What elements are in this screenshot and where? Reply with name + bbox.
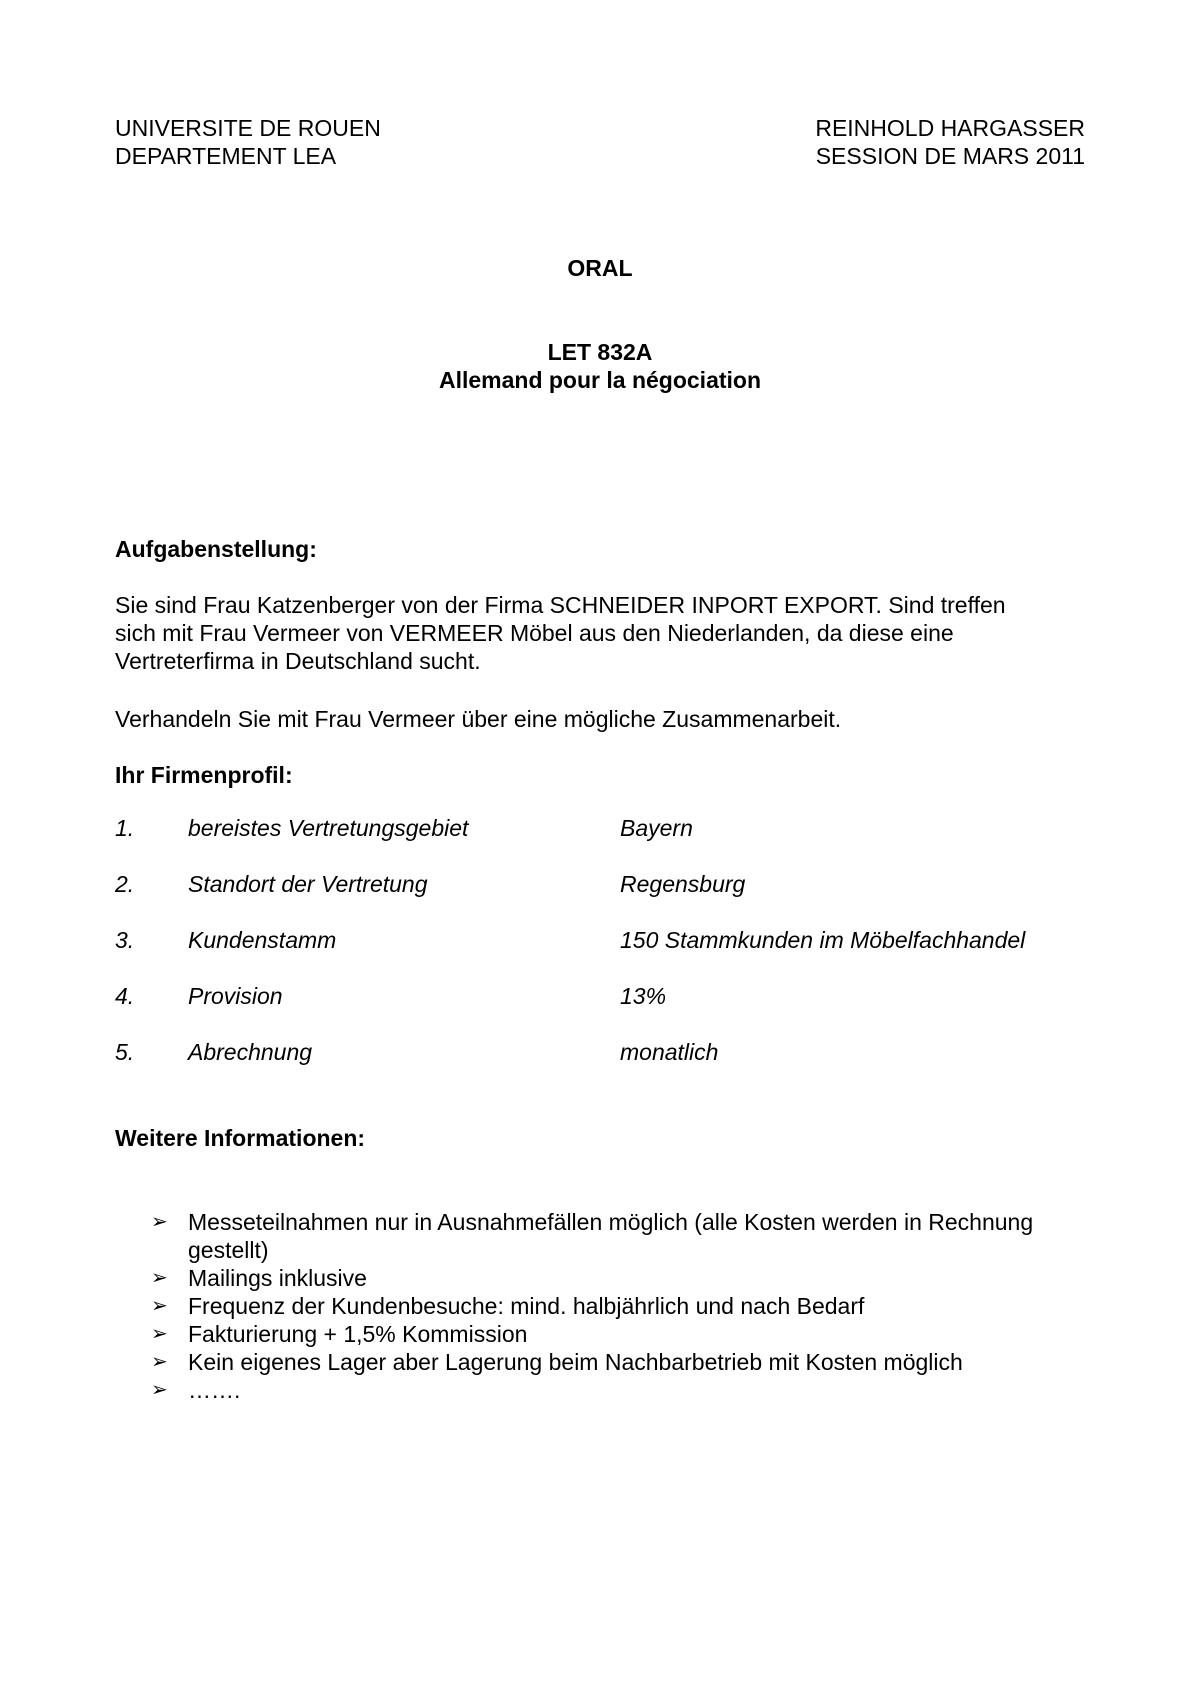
- department-name: DEPARTEMENT LEA: [115, 143, 337, 169]
- session-name: SESSION DE MARS 2011: [815, 143, 1085, 169]
- list-item: [115, 1208, 1085, 1264]
- list-item-text: Kein eigenes Lager aber Lagerung beim Nachbarbetrieb mit Kosten möglich: [188, 1349, 963, 1375]
- arrow-bullet-icon: ➢: [151, 1295, 168, 1317]
- list-item: [115, 1264, 1085, 1292]
- profile-item: [115, 870, 1085, 898]
- task-paragraph-2: Verhandeln Sie mit Frau Vermeer über eine mögliche Zusammenarbeit.: [115, 706, 842, 732]
- more-info-list: [115, 1208, 1085, 1404]
- profile-item-value: 150 Stammkunden im Möbelfachhandel: [620, 927, 1026, 953]
- task-paragraph-1-line-2: sich mit Frau Vermeer von VERMEER Möbel aus den Niederlanden, da diese eine: [115, 620, 954, 646]
- list-item: [115, 1376, 1085, 1404]
- profile-item-value: Regensburg: [620, 871, 746, 897]
- profile-item-number: 4.: [115, 983, 135, 1009]
- author-name: REINHOLD HARGASSER: [815, 115, 1085, 141]
- profile-item-label: Kundenstamm: [188, 927, 337, 953]
- list-item-text: …….: [188, 1377, 241, 1403]
- profile-item: [115, 926, 1085, 954]
- profile-item-label: Standort der Vertretung: [188, 871, 428, 897]
- profile-item-number: 1.: [115, 815, 135, 841]
- list-item: [115, 1320, 1085, 1348]
- list-item-line-2: gestellt): [188, 1237, 269, 1263]
- list-item-text: Frequenz der Kundenbesuche: mind. halbjährlich und nach Bedarf: [188, 1293, 865, 1319]
- profile-heading: Ihr Firmenprofil:: [115, 762, 293, 788]
- profile-item-label: Provision: [188, 983, 283, 1009]
- profile-item-value: Bayern: [620, 815, 693, 841]
- task-paragraph-1-line-3: Vertreterfirma in Deutschland sucht.: [115, 648, 481, 674]
- course-name: Allemand pour la négociation: [438, 367, 762, 393]
- arrow-bullet-icon: ➢: [151, 1267, 168, 1289]
- arrow-bullet-icon: ➢: [151, 1351, 168, 1373]
- profile-item-number: 5.: [115, 1039, 135, 1065]
- profile-list: [115, 814, 1085, 1094]
- profile-item-value: 13%: [620, 983, 667, 1009]
- profile-item: [115, 982, 1085, 1010]
- task-paragraph-1-line-1: Sie sind Frau Katzenberger von der Firma SCHNEIDER INPORT EXPORT. Sind treffen: [115, 592, 1006, 618]
- profile-item-label: Abrechnung: [188, 1039, 313, 1065]
- profile-item-label: bereistes Vertretungsgebiet: [188, 815, 469, 841]
- list-item-text: Mailings inklusive: [188, 1265, 367, 1291]
- page-title: ORAL: [567, 255, 633, 281]
- arrow-bullet-icon: ➢: [151, 1211, 168, 1233]
- list-item: [115, 1292, 1085, 1320]
- header-row-1: [115, 114, 1085, 142]
- list-item-text: [188, 1208, 1085, 1264]
- profile-item-value: monatlich: [620, 1039, 719, 1065]
- document-header: [115, 114, 1085, 170]
- profile-item-number: 2.: [115, 871, 135, 897]
- arrow-bullet-icon: ➢: [151, 1379, 168, 1401]
- list-item: [115, 1348, 1085, 1376]
- more-info-heading: Weitere Informationen:: [115, 1125, 366, 1151]
- task-heading: Aufgabenstellung:: [115, 536, 317, 562]
- list-item-text: Fakturierung + 1,5% Kommission: [188, 1321, 528, 1347]
- profile-item: [115, 1038, 1085, 1066]
- profile-item: [115, 814, 1085, 842]
- university-name: UNIVERSITE DE ROUEN: [115, 115, 381, 141]
- list-item-line-1: Messeteilnahmen nur in Ausnahmefällen möglich (alle Kosten werden in Rechnung: [188, 1209, 1034, 1235]
- arrow-bullet-icon: ➢: [151, 1323, 168, 1345]
- profile-item-number: 3.: [115, 927, 135, 953]
- course-code: LET 832A: [547, 339, 653, 365]
- header-row-2: [115, 142, 1085, 170]
- course-block: [0, 338, 1200, 394]
- task-paragraph-1: [115, 591, 1085, 675]
